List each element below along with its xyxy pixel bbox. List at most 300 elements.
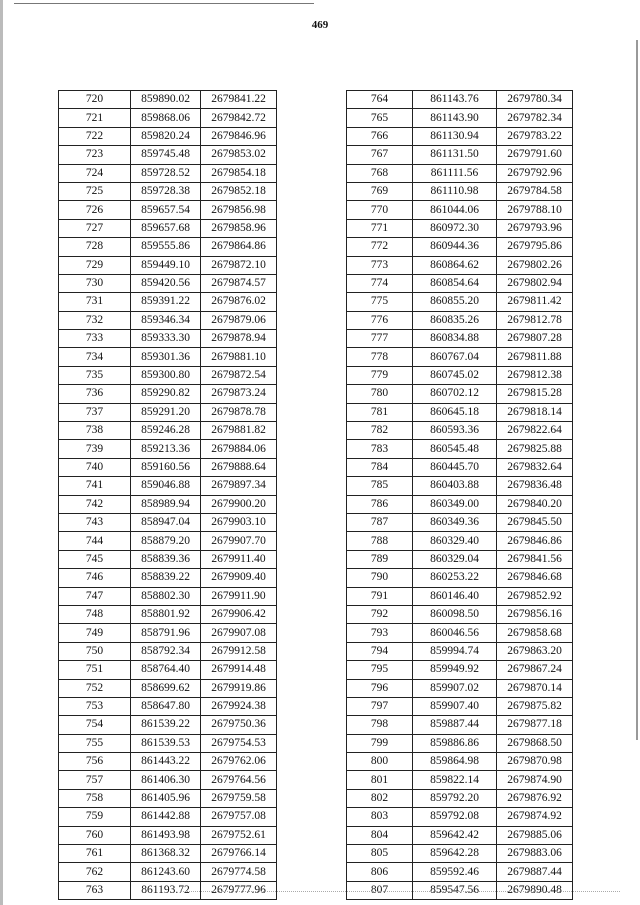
x-coordinate-cell: 859887.44 <box>413 716 497 734</box>
x-coordinate-cell: 859391.22 <box>131 293 201 311</box>
x-coordinate-cell: 859213.36 <box>131 440 201 458</box>
table-row <box>59 127 277 145</box>
x-coordinate-cell: 859886.86 <box>413 734 497 752</box>
point-number-cell: 744 <box>59 532 131 550</box>
table-row <box>59 753 277 771</box>
table-row <box>59 771 277 789</box>
table-row <box>59 238 277 256</box>
point-number-cell: 798 <box>347 716 413 734</box>
point-number-cell: 781 <box>347 403 413 421</box>
point-number-cell: 779 <box>347 366 413 384</box>
y-coordinate-cell: 2679864.86 <box>201 238 277 256</box>
x-coordinate-cell: 860349.00 <box>413 495 497 513</box>
y-coordinate-cell: 2679867.24 <box>497 661 573 679</box>
table-row <box>347 734 573 752</box>
point-number-cell: 721 <box>59 109 131 127</box>
x-coordinate-cell: 861539.53 <box>131 734 201 752</box>
x-coordinate-cell: 860835.26 <box>413 311 497 329</box>
y-coordinate-cell: 2679856.16 <box>497 605 573 623</box>
x-coordinate-cell: 858839.22 <box>131 569 201 587</box>
point-number-cell: 729 <box>59 256 131 274</box>
y-coordinate-cell: 2679883.06 <box>497 845 573 863</box>
y-coordinate-cell: 2679877.18 <box>497 716 573 734</box>
y-coordinate-cell: 2679870.98 <box>497 753 573 771</box>
point-number-cell: 758 <box>59 789 131 807</box>
table-row <box>59 458 277 476</box>
x-coordinate-cell: 861143.90 <box>413 109 497 127</box>
y-coordinate-cell: 2679924.38 <box>201 697 277 715</box>
table-row <box>347 256 573 274</box>
x-coordinate-cell: 860329.40 <box>413 532 497 550</box>
y-coordinate-cell: 2679757.08 <box>201 808 277 826</box>
x-coordinate-cell: 861493.98 <box>131 826 201 844</box>
y-coordinate-cell: 2679841.56 <box>497 550 573 568</box>
point-number-cell: 764 <box>347 91 413 109</box>
x-coordinate-cell: 859642.28 <box>413 845 497 863</box>
table-row <box>59 256 277 274</box>
y-coordinate-cell: 2679782.34 <box>497 109 573 127</box>
point-number-cell: 747 <box>59 587 131 605</box>
y-coordinate-cell: 2679873.24 <box>201 385 277 403</box>
table-row <box>347 789 573 807</box>
table-row <box>347 624 573 642</box>
table-row <box>347 587 573 605</box>
y-coordinate-cell: 2679906.42 <box>201 605 277 623</box>
x-coordinate-cell: 859160.56 <box>131 458 201 476</box>
point-number-cell: 750 <box>59 642 131 660</box>
top-rule <box>14 3 314 4</box>
x-coordinate-cell: 859728.52 <box>131 164 201 182</box>
x-coordinate-cell: 858802.30 <box>131 587 201 605</box>
point-number-cell: 749 <box>59 624 131 642</box>
x-coordinate-cell: 859246.28 <box>131 422 201 440</box>
y-coordinate-cell: 2679863.20 <box>497 642 573 660</box>
point-number-cell: 805 <box>347 845 413 863</box>
table-row <box>347 366 573 384</box>
table-row <box>59 182 277 200</box>
point-number-cell: 752 <box>59 679 131 697</box>
table-row <box>347 403 573 421</box>
table-row <box>59 789 277 807</box>
y-coordinate-cell: 2679836.48 <box>497 477 573 495</box>
y-coordinate-cell: 2679903.10 <box>201 513 277 531</box>
y-coordinate-cell: 2679852.18 <box>201 182 277 200</box>
x-coordinate-cell: 860702.12 <box>413 385 497 403</box>
table-row <box>347 311 573 329</box>
point-number-cell: 740 <box>59 458 131 476</box>
y-coordinate-cell: 2679914.48 <box>201 661 277 679</box>
table-row <box>59 550 277 568</box>
table-row <box>59 385 277 403</box>
point-number-cell: 776 <box>347 311 413 329</box>
y-coordinate-cell: 2679754.53 <box>201 734 277 752</box>
table-row <box>59 201 277 219</box>
coordinates-table-right <box>346 90 573 900</box>
x-coordinate-cell: 860855.20 <box>413 293 497 311</box>
y-coordinate-cell: 2679885.06 <box>497 826 573 844</box>
y-coordinate-cell: 2679807.28 <box>497 330 573 348</box>
x-coordinate-cell: 860745.02 <box>413 366 497 384</box>
x-coordinate-cell: 859547.56 <box>413 881 497 899</box>
coordinates-table-left <box>58 90 277 900</box>
x-coordinate-cell: 859822.14 <box>413 771 497 789</box>
point-number-cell: 741 <box>59 477 131 495</box>
x-coordinate-cell: 859592.46 <box>413 863 497 881</box>
table-row <box>347 458 573 476</box>
point-number-cell: 787 <box>347 513 413 531</box>
x-coordinate-cell: 861110.98 <box>413 182 497 200</box>
y-coordinate-cell: 2679888.64 <box>201 458 277 476</box>
scan-bottom-noise <box>180 891 620 893</box>
x-coordinate-cell: 859657.54 <box>131 201 201 219</box>
x-coordinate-cell: 859820.24 <box>131 127 201 145</box>
x-coordinate-cell: 861442.88 <box>131 808 201 826</box>
x-coordinate-cell: 859728.38 <box>131 182 201 200</box>
point-number-cell: 774 <box>347 274 413 292</box>
y-coordinate-cell: 2679766.14 <box>201 845 277 863</box>
x-coordinate-cell: 860545.48 <box>413 440 497 458</box>
point-number-cell: 782 <box>347 422 413 440</box>
x-coordinate-cell: 861131.50 <box>413 146 497 164</box>
x-coordinate-cell: 858879.20 <box>131 532 201 550</box>
x-coordinate-cell: 859301.36 <box>131 348 201 366</box>
y-coordinate-cell: 2679876.02 <box>201 293 277 311</box>
x-coordinate-cell: 859868.06 <box>131 109 201 127</box>
table-row <box>347 550 573 568</box>
y-coordinate-cell: 2679879.06 <box>201 311 277 329</box>
y-coordinate-cell: 2679858.96 <box>201 219 277 237</box>
x-coordinate-cell: 861406.30 <box>131 771 201 789</box>
table-row <box>59 109 277 127</box>
y-coordinate-cell: 2679870.14 <box>497 679 573 697</box>
y-coordinate-cell: 2679783.22 <box>497 127 573 145</box>
table-row <box>59 366 277 384</box>
table-row <box>59 808 277 826</box>
y-coordinate-cell: 2679874.57 <box>201 274 277 292</box>
point-number-cell: 730 <box>59 274 131 292</box>
y-coordinate-cell: 2679897.34 <box>201 477 277 495</box>
x-coordinate-cell: 860349.36 <box>413 513 497 531</box>
table-row <box>347 201 573 219</box>
point-number-cell: 746 <box>59 569 131 587</box>
point-number-cell: 736 <box>59 385 131 403</box>
table-row <box>59 403 277 421</box>
point-number-cell: 762 <box>59 863 131 881</box>
point-number-cell: 728 <box>59 238 131 256</box>
table-row <box>347 164 573 182</box>
table-row <box>59 826 277 844</box>
x-coordinate-cell: 859642.42 <box>413 826 497 844</box>
table-row <box>347 91 573 109</box>
y-coordinate-cell: 2679777.96 <box>201 881 277 899</box>
point-number-cell: 772 <box>347 238 413 256</box>
table-row <box>59 532 277 550</box>
x-coordinate-cell: 858801.92 <box>131 605 201 623</box>
x-coordinate-cell: 858839.36 <box>131 550 201 568</box>
y-coordinate-cell: 2679812.78 <box>497 311 573 329</box>
y-coordinate-cell: 2679812.38 <box>497 366 573 384</box>
point-number-cell: 773 <box>347 256 413 274</box>
x-coordinate-cell: 860593.36 <box>413 422 497 440</box>
point-number-cell: 753 <box>59 697 131 715</box>
y-coordinate-cell: 2679764.56 <box>201 771 277 789</box>
table-row <box>59 569 277 587</box>
x-coordinate-cell: 860864.62 <box>413 256 497 274</box>
y-coordinate-cell: 2679884.06 <box>201 440 277 458</box>
x-coordinate-cell: 861111.56 <box>413 164 497 182</box>
point-number-cell: 778 <box>347 348 413 366</box>
table-row <box>59 293 277 311</box>
point-number-cell: 780 <box>347 385 413 403</box>
x-coordinate-cell: 859046.88 <box>131 477 201 495</box>
y-coordinate-cell: 2679762.06 <box>201 753 277 771</box>
table-row <box>347 348 573 366</box>
point-number-cell: 766 <box>347 127 413 145</box>
y-coordinate-cell: 2679845.50 <box>497 513 573 531</box>
point-number-cell: 742 <box>59 495 131 513</box>
table-row <box>347 182 573 200</box>
point-number-cell: 723 <box>59 146 131 164</box>
table-row <box>347 477 573 495</box>
point-number-cell: 726 <box>59 201 131 219</box>
point-number-cell: 743 <box>59 513 131 531</box>
y-coordinate-cell: 2679900.20 <box>201 495 277 513</box>
x-coordinate-cell: 860944.36 <box>413 238 497 256</box>
x-coordinate-cell: 858764.40 <box>131 661 201 679</box>
point-number-cell: 767 <box>347 146 413 164</box>
point-number-cell: 757 <box>59 771 131 789</box>
x-coordinate-cell: 858989.94 <box>131 495 201 513</box>
y-coordinate-cell: 2679846.86 <box>497 532 573 550</box>
table-row <box>59 863 277 881</box>
y-coordinate-cell: 2679856.98 <box>201 201 277 219</box>
point-number-cell: 756 <box>59 753 131 771</box>
point-number-cell: 770 <box>347 201 413 219</box>
y-coordinate-cell: 2679878.94 <box>201 330 277 348</box>
x-coordinate-cell: 859792.20 <box>413 789 497 807</box>
table-row <box>59 716 277 734</box>
table-row <box>347 513 573 531</box>
y-coordinate-cell: 2679750.36 <box>201 716 277 734</box>
table-row <box>347 771 573 789</box>
x-coordinate-cell: 858792.34 <box>131 642 201 660</box>
y-coordinate-cell: 2679825.88 <box>497 440 573 458</box>
x-coordinate-cell: 860403.88 <box>413 477 497 495</box>
point-number-cell: 760 <box>59 826 131 844</box>
point-number-cell: 733 <box>59 330 131 348</box>
table-row <box>347 274 573 292</box>
x-coordinate-cell: 859890.02 <box>131 91 201 109</box>
x-coordinate-cell: 859555.86 <box>131 238 201 256</box>
y-coordinate-cell: 2679878.78 <box>201 403 277 421</box>
table-row <box>347 826 573 844</box>
y-coordinate-cell: 2679791.60 <box>497 146 573 164</box>
table-row <box>347 569 573 587</box>
y-coordinate-cell: 2679842.72 <box>201 109 277 127</box>
table-row <box>347 422 573 440</box>
table-row <box>347 661 573 679</box>
point-number-cell: 791 <box>347 587 413 605</box>
y-coordinate-cell: 2679912.58 <box>201 642 277 660</box>
y-coordinate-cell: 2679802.26 <box>497 256 573 274</box>
x-coordinate-cell: 859907.02 <box>413 679 497 697</box>
y-coordinate-cell: 2679802.94 <box>497 274 573 292</box>
y-coordinate-cell: 2679818.14 <box>497 403 573 421</box>
point-number-cell: 768 <box>347 164 413 182</box>
table-row <box>347 127 573 145</box>
point-number-cell: 739 <box>59 440 131 458</box>
table-row <box>59 274 277 292</box>
point-number-cell: 732 <box>59 311 131 329</box>
table-row <box>59 422 277 440</box>
y-coordinate-cell: 2679875.82 <box>497 697 573 715</box>
y-coordinate-cell: 2679841.22 <box>201 91 277 109</box>
point-number-cell: 720 <box>59 91 131 109</box>
y-coordinate-cell: 2679887.44 <box>497 863 573 881</box>
x-coordinate-cell: 859949.92 <box>413 661 497 679</box>
table-row <box>347 679 573 697</box>
y-coordinate-cell: 2679909.40 <box>201 569 277 587</box>
table-row <box>59 513 277 531</box>
point-number-cell: 731 <box>59 293 131 311</box>
table-row <box>347 845 573 863</box>
table-row <box>347 330 573 348</box>
point-number-cell: 748 <box>59 605 131 623</box>
point-number-cell: 802 <box>347 789 413 807</box>
point-number-cell: 722 <box>59 127 131 145</box>
x-coordinate-cell: 859907.40 <box>413 697 497 715</box>
table-row <box>59 605 277 623</box>
x-coordinate-cell: 861368.32 <box>131 845 201 863</box>
table-row <box>59 845 277 863</box>
x-coordinate-cell: 859291.20 <box>131 403 201 421</box>
table-row <box>347 716 573 734</box>
table-row <box>59 164 277 182</box>
x-coordinate-cell: 860046.56 <box>413 624 497 642</box>
x-coordinate-cell: 861443.22 <box>131 753 201 771</box>
x-coordinate-cell: 860972.30 <box>413 219 497 237</box>
y-coordinate-cell: 2679858.68 <box>497 624 573 642</box>
y-coordinate-cell: 2679907.70 <box>201 532 277 550</box>
x-coordinate-cell: 861539.22 <box>131 716 201 734</box>
x-coordinate-cell: 861405.96 <box>131 789 201 807</box>
point-number-cell: 796 <box>347 679 413 697</box>
x-coordinate-cell: 860445.70 <box>413 458 497 476</box>
point-number-cell: 800 <box>347 753 413 771</box>
y-coordinate-cell: 2679840.20 <box>497 495 573 513</box>
x-coordinate-cell: 861193.72 <box>131 881 201 899</box>
y-coordinate-cell: 2679774.58 <box>201 863 277 881</box>
table-row <box>59 642 277 660</box>
point-number-cell: 761 <box>59 845 131 863</box>
point-number-cell: 789 <box>347 550 413 568</box>
x-coordinate-cell: 860098.50 <box>413 605 497 623</box>
point-number-cell: 803 <box>347 808 413 826</box>
x-coordinate-cell: 859657.68 <box>131 219 201 237</box>
point-number-cell: 793 <box>347 624 413 642</box>
table-row <box>59 697 277 715</box>
y-coordinate-cell: 2679792.96 <box>497 164 573 182</box>
point-number-cell: 759 <box>59 808 131 826</box>
x-coordinate-cell: 859346.34 <box>131 311 201 329</box>
x-coordinate-cell: 861243.60 <box>131 863 201 881</box>
point-number-cell: 806 <box>347 863 413 881</box>
y-coordinate-cell: 2679752.61 <box>201 826 277 844</box>
x-coordinate-cell: 859449.10 <box>131 256 201 274</box>
x-coordinate-cell: 859300.80 <box>131 366 201 384</box>
table-row <box>347 219 573 237</box>
table-row <box>347 440 573 458</box>
point-number-cell: 727 <box>59 219 131 237</box>
table-row <box>347 863 573 881</box>
x-coordinate-cell: 860834.88 <box>413 330 497 348</box>
y-coordinate-cell: 2679872.54 <box>201 366 277 384</box>
x-coordinate-cell: 860854.64 <box>413 274 497 292</box>
point-number-cell: 790 <box>347 569 413 587</box>
x-coordinate-cell: 859333.30 <box>131 330 201 348</box>
point-number-cell: 807 <box>347 881 413 899</box>
x-coordinate-cell: 858647.80 <box>131 697 201 715</box>
y-coordinate-cell: 2679919.86 <box>201 679 277 697</box>
table-row <box>347 238 573 256</box>
scan-right-edge <box>636 40 638 740</box>
table-row <box>59 219 277 237</box>
table-row <box>347 532 573 550</box>
y-coordinate-cell: 2679759.58 <box>201 789 277 807</box>
x-coordinate-cell: 859745.48 <box>131 146 201 164</box>
table-row <box>347 146 573 164</box>
table-row <box>59 679 277 697</box>
y-coordinate-cell: 2679881.10 <box>201 348 277 366</box>
table-row <box>59 587 277 605</box>
table-row <box>59 477 277 495</box>
y-coordinate-cell: 2679911.40 <box>201 550 277 568</box>
x-coordinate-cell: 859994.74 <box>413 642 497 660</box>
y-coordinate-cell: 2679881.82 <box>201 422 277 440</box>
table-row <box>59 146 277 164</box>
point-number-cell: 765 <box>347 109 413 127</box>
y-coordinate-cell: 2679795.86 <box>497 238 573 256</box>
table-row <box>347 109 573 127</box>
y-coordinate-cell: 2679874.92 <box>497 808 573 826</box>
point-number-cell: 745 <box>59 550 131 568</box>
y-coordinate-cell: 2679868.50 <box>497 734 573 752</box>
table-row <box>347 808 573 826</box>
y-coordinate-cell: 2679811.42 <box>497 293 573 311</box>
point-number-cell: 801 <box>347 771 413 789</box>
y-coordinate-cell: 2679793.96 <box>497 219 573 237</box>
point-number-cell: 804 <box>347 826 413 844</box>
x-coordinate-cell: 860767.04 <box>413 348 497 366</box>
point-number-cell: 755 <box>59 734 131 752</box>
y-coordinate-cell: 2679832.64 <box>497 458 573 476</box>
point-number-cell: 795 <box>347 661 413 679</box>
table-row <box>59 330 277 348</box>
table-row <box>59 311 277 329</box>
y-coordinate-cell: 2679815.28 <box>497 385 573 403</box>
y-coordinate-cell: 2679822.64 <box>497 422 573 440</box>
point-number-cell: 735 <box>59 366 131 384</box>
x-coordinate-cell: 859290.82 <box>131 385 201 403</box>
point-number-cell: 769 <box>347 182 413 200</box>
point-number-cell: 783 <box>347 440 413 458</box>
y-coordinate-cell: 2679788.10 <box>497 201 573 219</box>
table-row <box>347 495 573 513</box>
point-number-cell: 777 <box>347 330 413 348</box>
point-number-cell: 794 <box>347 642 413 660</box>
y-coordinate-cell: 2679911.90 <box>201 587 277 605</box>
y-coordinate-cell: 2679890.48 <box>497 881 573 899</box>
